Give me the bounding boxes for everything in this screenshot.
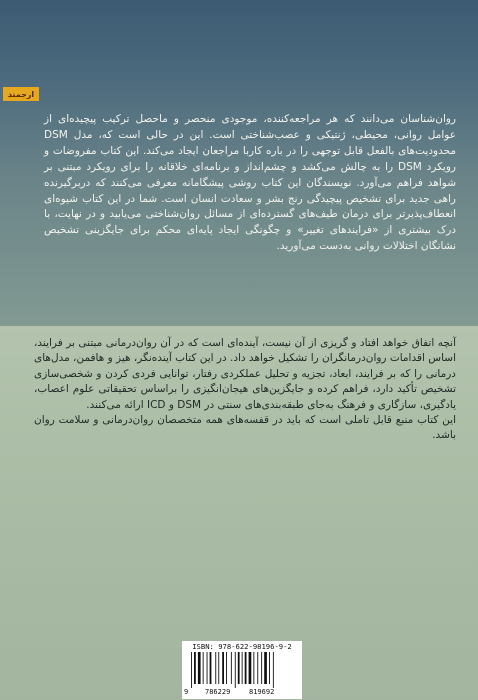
barcode-bar bbox=[198, 652, 201, 684]
barcode-bars bbox=[189, 652, 295, 688]
barcode-digits-group-1: 786229 bbox=[205, 688, 231, 696]
barcode-bar bbox=[238, 652, 240, 684]
barcode-bar bbox=[242, 652, 243, 684]
barcode-bar bbox=[226, 652, 227, 684]
barcode-bar bbox=[207, 652, 208, 684]
main-text bbox=[34, 336, 456, 444]
barcode-bar bbox=[249, 652, 252, 684]
barcode-digits-group-2: 819692 bbox=[249, 688, 275, 696]
barcode-bar bbox=[261, 652, 262, 684]
barcode-bar bbox=[194, 652, 196, 684]
barcode-bar bbox=[235, 652, 236, 688]
barcode-bar bbox=[269, 652, 270, 684]
barcode-bar bbox=[273, 652, 274, 688]
barcode-bar bbox=[253, 652, 254, 684]
intro-paragraph: روان‌شناسان می‌دانند که هر مراجعه‌کننده، موجودی منحصر و ماحصل ترکیب پیچیده‌ای از عوامل روانی، محیطی، ژنتیکی و عصب‌شناختی است. این در حالی است که، مدل DSM محدودیت‌های بالفعل قابل توجهی را در باره کاربا مراجعان ایجاد می‌کند. این کتاب مفروضات و رویکرد DSM را به چالش می‌کشد و چشم‌انداز و برنامه‌ای خلاقانه را برای رویکرد مبتنی بر شواهد فراهم می‌آورد. نویسندگان این کتاب روشی پیشگامانه معرفی می‌کنند که دربرگیرنده راهی جدید برای تشخیص پیچیدگی رنج بشر و سعادت انسان است. شما در این کتاب شیوه‌ای انعطاف‌پذیرتر برای درمان طیف‌های گسترده‌ای از مسائل روان‌شناختی می‌یابید و در نهایت، با درک بیشتری از «فرایندهای تغییر» و چگونگی ایجاد پایه‌ای محکم برای جایگزینی تشخیص نشانگان اختلالات روانی به‌دست می‌آورید. bbox=[44, 113, 456, 253]
barcode-bar bbox=[215, 652, 216, 684]
barcode-bar bbox=[245, 652, 247, 684]
barcode-bar bbox=[257, 652, 258, 684]
barcode-digit-lead: 9 bbox=[184, 688, 189, 696]
main-paragraph-1: آنچه اتفاق خواهد افتاد و گریزی از آن نیست، آینده‌ای است که در آن روان‌درمانی مبتنی بر فرایند، اساس اقدامات روان‌درمانگران را تشکیل خواهد داد. در این کتاب آینده‌نگر، هیز و هافمن، مدل‌های درمانی را که بر فرایند، ابعاد، تجزیه و تحلیل عملکردی رفتار، توانایی فردی کردن و شخصی‌سازی تشخیص تأکید دارد، فراهم کرده و جایگزین‌های هیجان‌انگیزی را براساس تحقیقاتی علوم اعصاب، یادگیری، سازگاری و فرهنگ به‌جای طبقه‌بندی‌های سنتی در DSM و ICD ارائه می‌کنند. bbox=[34, 337, 456, 411]
barcode-bar bbox=[218, 652, 219, 684]
barcode-bar bbox=[210, 652, 212, 684]
barcode-bar bbox=[203, 652, 204, 684]
main-paragraph-2: این کتاب منبع قابل تاملی است که باید در قفسه‌های همه متخصصان روان‌درمانی و سلامت روان باشد. bbox=[34, 414, 456, 442]
barcode-bar bbox=[222, 652, 224, 684]
barcode-bar bbox=[264, 652, 267, 684]
barcode-bar bbox=[231, 652, 232, 684]
publisher-logo: ارجمند bbox=[3, 87, 39, 101]
isbn-barcode bbox=[182, 641, 302, 699]
barcode-bar bbox=[191, 652, 192, 688]
isbn-label: ISBN: 978-622-98196-9-2 bbox=[192, 642, 292, 651]
intro-text bbox=[44, 112, 456, 255]
